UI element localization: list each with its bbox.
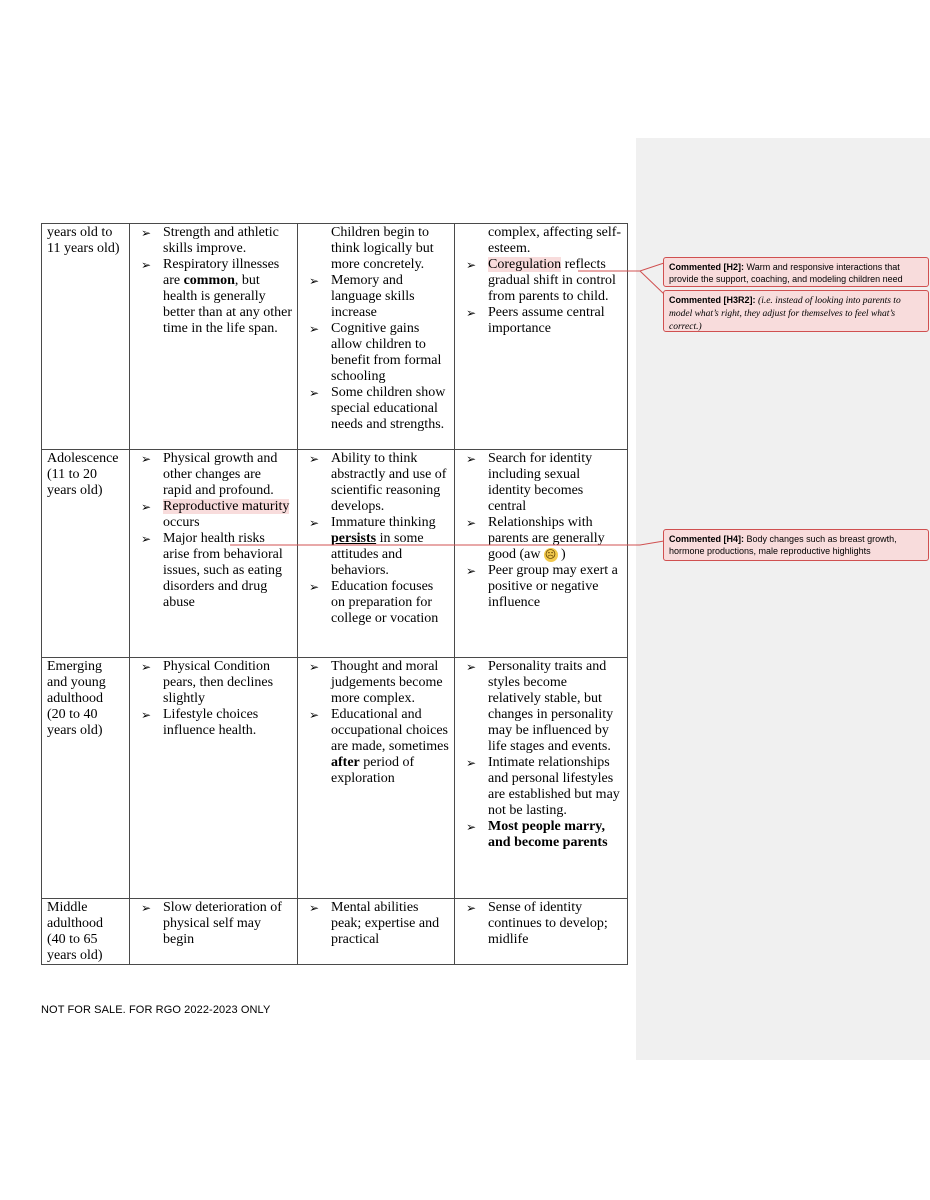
item-text: Children begin to think logically but more concretely.	[331, 225, 434, 272]
item-text: Physical Condition pears, then declines slightly	[163, 659, 274, 706]
item-text: Intimate relationships and personal lifestyles are established but may not be lasting.	[488, 755, 620, 818]
stage-cell	[42, 450, 130, 658]
comment-text: (i.e. instead of looking into parents to model what’s right, they adjust for themselves to feel what’s correct.)	[669, 296, 901, 332]
list-item	[303, 515, 450, 579]
arrow-bullet-icon: ➢	[309, 516, 320, 530]
arrow-bullet-icon: ➢	[141, 901, 152, 915]
list-item	[135, 707, 293, 739]
cognitive-cell	[298, 450, 455, 658]
item-text: Personality traits and styles become relatively stable, but changes in personality may be influenced by life stages and events.	[488, 659, 614, 754]
arrow-bullet-icon: ➢	[309, 274, 320, 288]
list-item	[460, 819, 623, 851]
comment-author: Commented [H2]:	[669, 262, 745, 272]
arrow-bullet-icon: ➢	[466, 820, 477, 834]
psychosocial-list	[460, 451, 623, 611]
sad-face-emoji-icon: ☹	[544, 548, 557, 561]
item-text: Major health risks arise from behavioral issues, such as eating disorders and drug abuse	[163, 531, 283, 610]
list-item	[460, 659, 623, 755]
physical-cell	[130, 899, 298, 965]
comment-author: Commented [H4]:	[669, 534, 745, 544]
arrow-bullet-icon: ➢	[309, 452, 320, 466]
item-text: occurs	[163, 515, 200, 530]
list-item	[303, 579, 450, 627]
arrow-bullet-icon: ➢	[141, 708, 152, 722]
arrow-bullet-icon: ➢	[309, 386, 320, 400]
psychosocial-list	[460, 900, 623, 948]
arrow-bullet-icon: ➢	[309, 901, 320, 915]
comment-h4[interactable]	[663, 529, 929, 561]
commented-highlight: Reproductive maturity	[163, 499, 290, 514]
psychosocial-cell	[455, 224, 628, 450]
item-text: Peers assume central importance	[488, 305, 605, 336]
cognitive-list	[303, 225, 450, 433]
stage-label: Middle adulthood (40 to 65 years old)	[47, 900, 103, 963]
list-item	[135, 257, 293, 337]
physical-list	[135, 225, 293, 337]
psychosocial-cell	[455, 658, 628, 899]
item-text: Memory and language skills increase	[331, 273, 415, 320]
development-table	[41, 223, 628, 965]
list-item	[135, 659, 293, 707]
stage-cell	[42, 899, 130, 965]
list-item	[460, 451, 623, 515]
list-item	[460, 755, 623, 819]
item-text: Educational and occupational choices are made, sometimes	[331, 707, 449, 754]
list-item	[303, 385, 450, 433]
comment-text: Warm and responsive interactions that provide the support, coaching, and modeling children need	[669, 262, 903, 284]
arrow-bullet-icon: ➢	[466, 901, 477, 915]
physical-list	[135, 451, 293, 611]
stage-label: Adolescence (11 to 20 years old)	[47, 451, 119, 498]
arrow-bullet-icon: ➢	[466, 258, 477, 272]
arrow-bullet-icon: ➢	[141, 660, 152, 674]
comment-h2[interactable]	[663, 257, 929, 287]
list-item	[303, 321, 450, 385]
list-item	[135, 531, 293, 611]
list-item	[135, 900, 293, 948]
arrow-bullet-icon: ➢	[466, 564, 477, 578]
list-item	[460, 257, 623, 305]
arrow-bullet-icon: ➢	[141, 452, 152, 466]
psychosocial-list	[460, 659, 623, 851]
comment-h3r2[interactable]	[663, 290, 929, 332]
cognitive-cell	[298, 899, 455, 965]
arrow-bullet-icon: ➢	[309, 322, 320, 336]
commented-highlight: Coregulation	[488, 257, 562, 272]
item-text: Ability to think abstractly and use of scientific reasoning develops.	[331, 451, 447, 514]
item-text: , but health is generally better than at any other time in the life span.	[163, 273, 293, 336]
bold-text: after	[331, 755, 360, 770]
comment-text: Body changes such as breast growth, hormone productions, male reproductive highlights	[669, 534, 897, 556]
list-item	[460, 900, 623, 948]
psychosocial-cell	[455, 450, 628, 658]
arrow-bullet-icon: ➢	[309, 708, 320, 722]
stage-cell	[42, 658, 130, 899]
arrow-bullet-icon: ➢	[466, 660, 477, 674]
psychosocial-list	[460, 225, 623, 337]
cognitive-list	[303, 900, 450, 948]
item-text: Mental abilities peak; expertise and practical	[331, 900, 440, 947]
item-text: in some attitudes and behaviors.	[331, 531, 424, 578]
list-item	[303, 707, 450, 787]
psychosocial-cell	[455, 899, 628, 965]
item-text: Peer group may exert a positive or negative influence	[488, 563, 618, 610]
table-body	[42, 224, 628, 965]
list-item	[135, 451, 293, 499]
stage-cell	[42, 224, 130, 450]
comment-author: Commented [H3R2]:	[669, 295, 756, 305]
list-item	[460, 515, 623, 563]
item-text: )	[557, 547, 566, 562]
physical-cell	[130, 450, 298, 658]
cognitive-cell	[298, 658, 455, 899]
item-text: Slow deterioration of physical self may begin	[163, 900, 282, 947]
arrow-bullet-icon: ➢	[466, 306, 477, 320]
physical-cell	[130, 658, 298, 899]
list-item	[303, 451, 450, 515]
item-text: Strength and athletic skills improve.	[163, 225, 279, 256]
item-text: Physical growth and other changes are rapid and profound.	[163, 451, 278, 498]
arrow-bullet-icon: ➢	[309, 580, 320, 594]
item-text: complex, affecting self-esteem.	[488, 225, 622, 256]
item-text: Thought and moral judgements become more complex.	[331, 659, 443, 706]
item-text: Relationships with parents are generally good (aw	[488, 515, 605, 562]
footer-note: NOT FOR SALE. FOR RGO 2022-2023 ONLY	[41, 1004, 271, 1016]
item-text: reflects gradual shift in control from parents to child.	[488, 257, 616, 304]
list-item	[460, 225, 623, 257]
list-item	[303, 900, 450, 948]
list-item	[460, 305, 623, 337]
bold-underlined-text: persists	[331, 531, 377, 546]
bold-text: common	[183, 273, 235, 288]
arrow-bullet-icon: ➢	[309, 660, 320, 674]
list-item	[135, 499, 293, 531]
arrow-bullet-icon: ➢	[141, 532, 152, 546]
physical-list	[135, 900, 293, 948]
item-text: Education focuses on preparation for college or vocation	[331, 579, 439, 626]
arrow-bullet-icon: ➢	[141, 500, 152, 514]
item-text: Search for identity including sexual identity becomes central	[488, 451, 593, 514]
list-item	[303, 273, 450, 321]
cognitive-cell	[298, 224, 455, 450]
item-text: Immature thinking	[331, 515, 436, 530]
arrow-bullet-icon: ➢	[141, 258, 152, 272]
list-item	[135, 225, 293, 257]
item-text: period of exploration	[331, 755, 415, 786]
item-text: Some children show special educational needs and strengths.	[331, 385, 446, 432]
arrow-bullet-icon: ➢	[466, 756, 477, 770]
list-item	[303, 225, 450, 273]
arrow-bullet-icon: ➢	[466, 452, 477, 466]
cognitive-list	[303, 451, 450, 627]
physical-cell	[130, 224, 298, 450]
table-row	[42, 224, 628, 450]
stage-label: years old to 11 years old)	[47, 225, 120, 256]
physical-list	[135, 659, 293, 739]
stage-label: Emerging and young adulthood (20 to 40 years old)	[47, 659, 106, 738]
arrow-bullet-icon: ➢	[141, 226, 152, 240]
item-text: Sense of identity continues to develop; midlife	[488, 900, 608, 947]
item-text: Cognitive gains allow children to benefit from formal schooling	[331, 321, 442, 384]
table-row	[42, 450, 628, 658]
cognitive-list	[303, 659, 450, 787]
bold-text: Most people marry, and become parents	[488, 819, 608, 850]
list-item	[303, 659, 450, 707]
table-row	[42, 899, 628, 965]
item-text: Respiratory illnesses are	[163, 257, 280, 288]
list-item	[460, 563, 623, 611]
item-text: Lifestyle choices influence health.	[163, 707, 259, 738]
table-row	[42, 658, 628, 899]
arrow-bullet-icon: ➢	[466, 516, 477, 530]
